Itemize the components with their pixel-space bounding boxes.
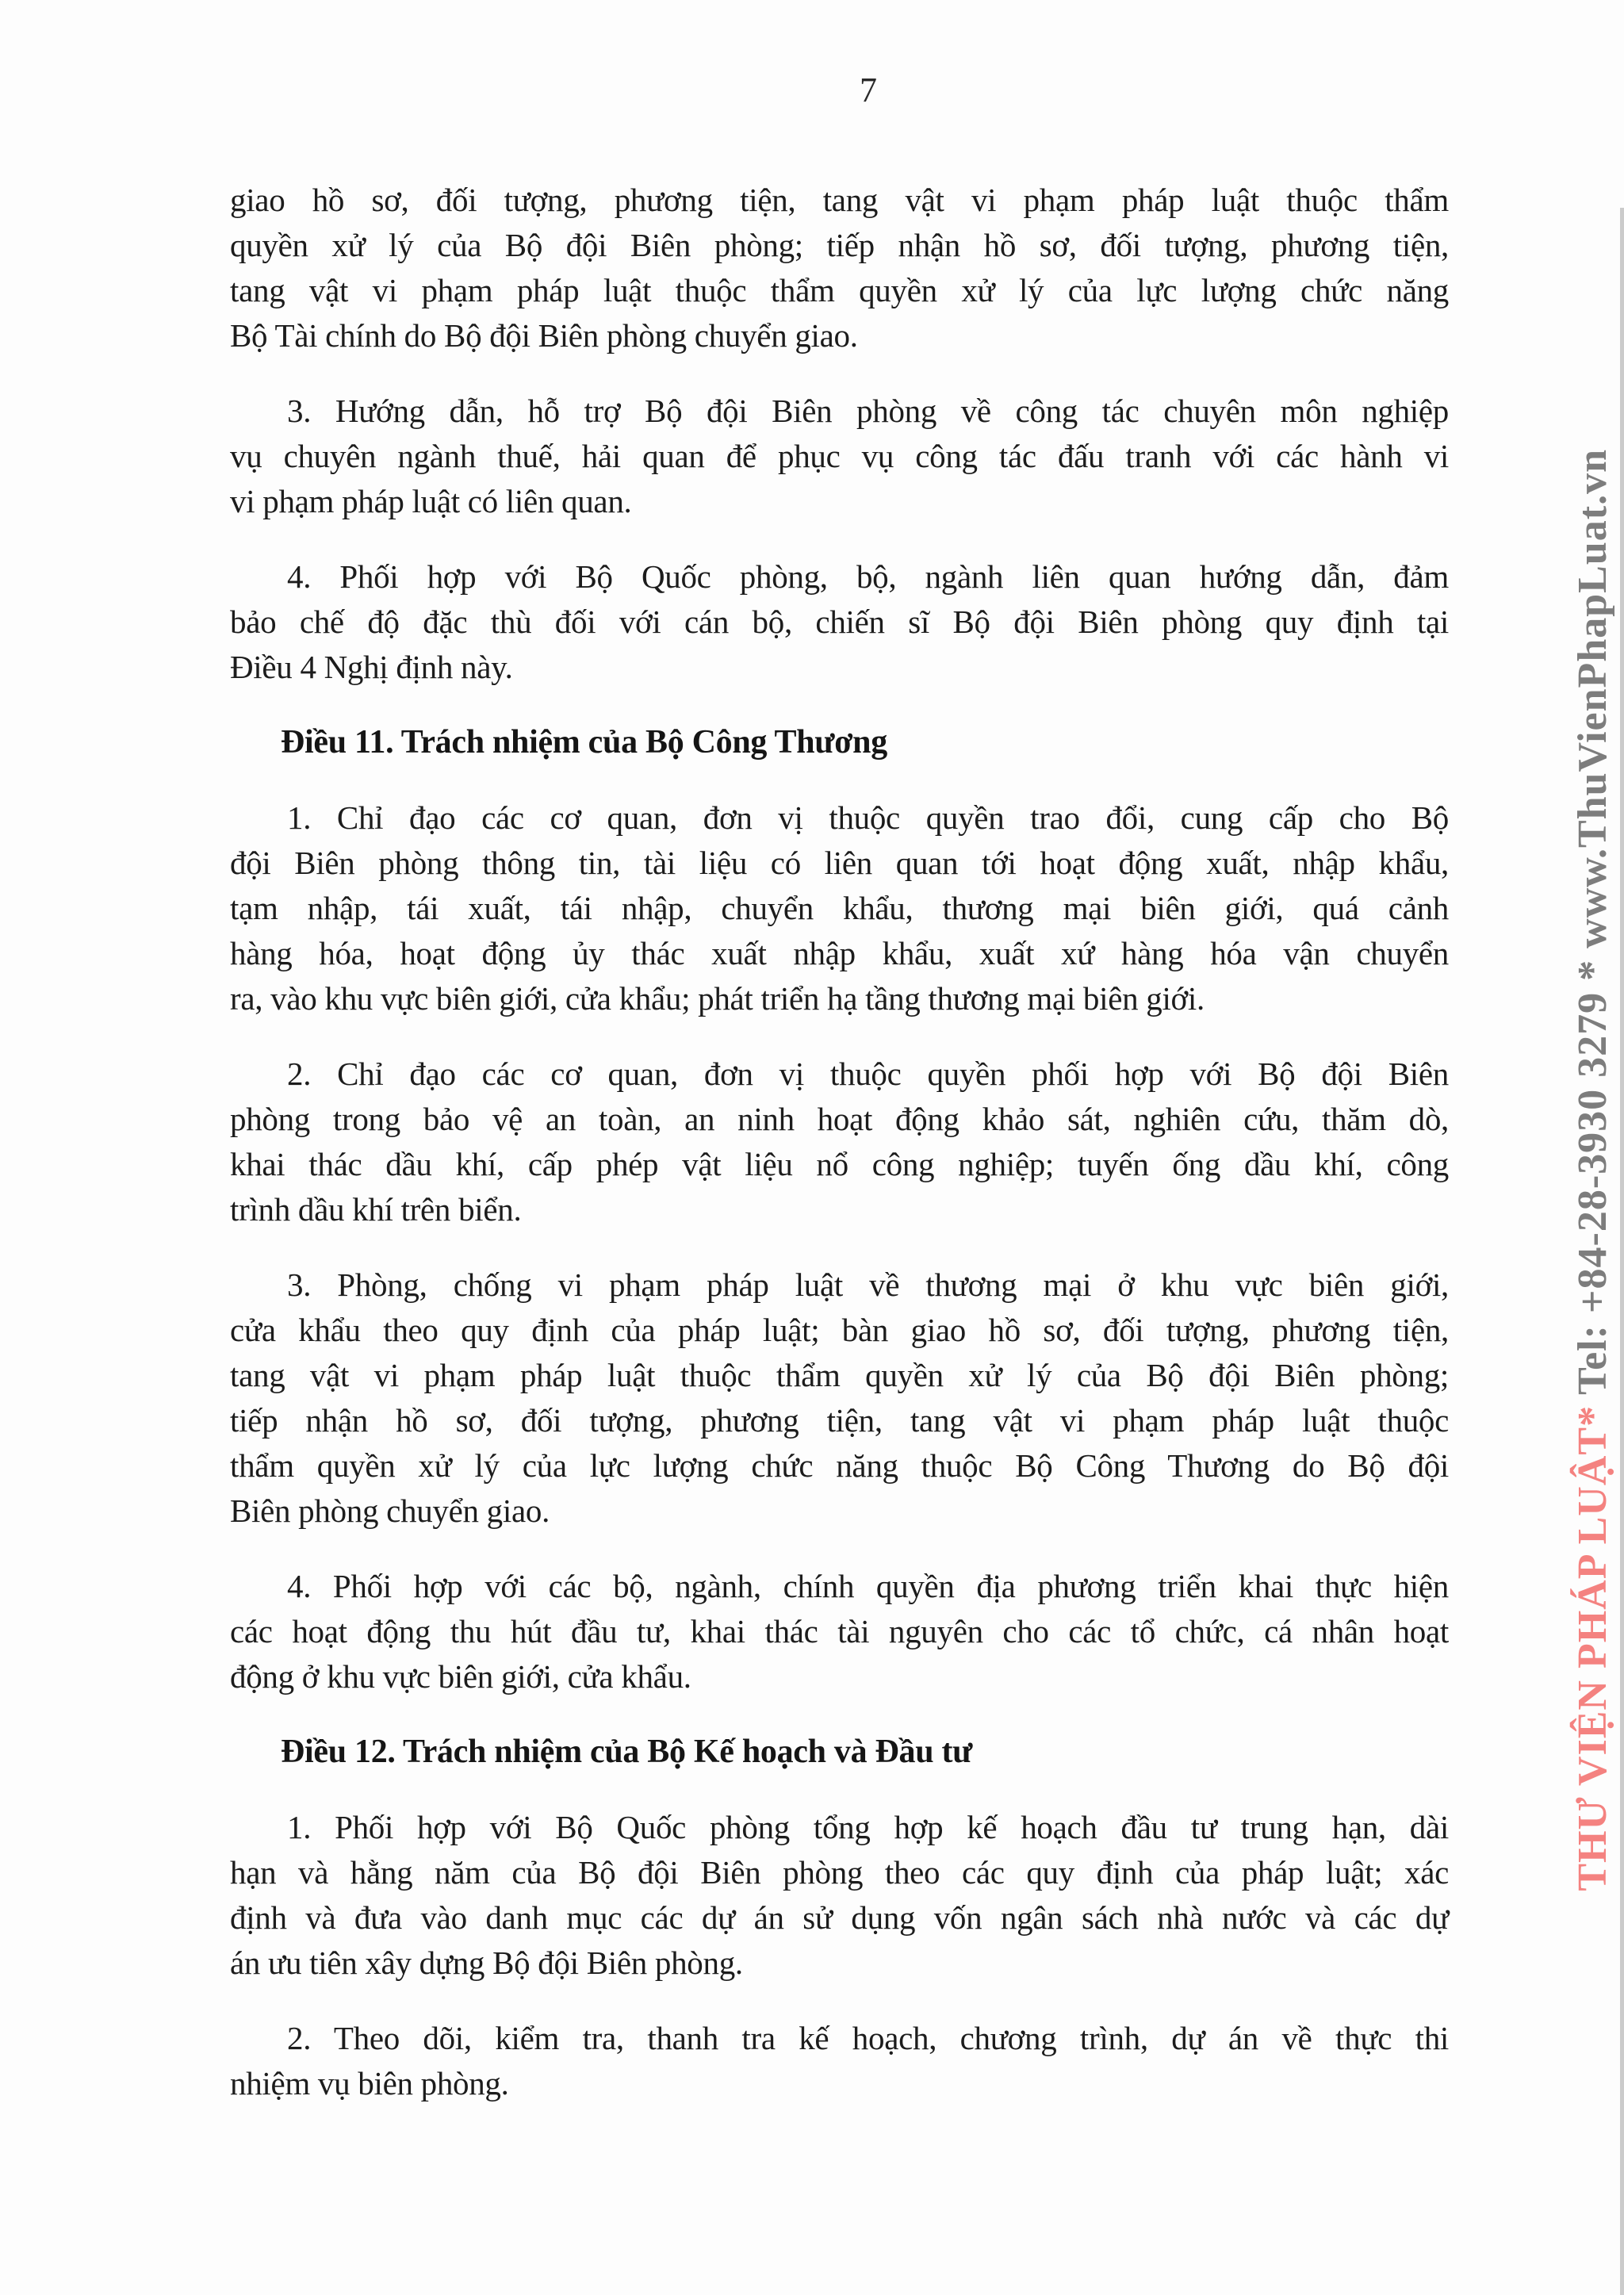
text-line: giao hồ sơ, đối tượng, phương tiện, tang vật vi phạm pháp luật thuộc thẩm <box>230 182 1449 218</box>
text-line: quyền xử lý của Bộ đội Biên phòng; tiếp nhận hồ sơ, đối tượng, phương tiện, <box>230 227 1449 263</box>
text-line: tiếp nhận hồ sơ, đối tượng, phương tiện, tang vật vi phạm pháp luật thuộc <box>230 1402 1449 1439</box>
paragraph <box>230 1805 1449 1986</box>
text-line: phòng trong bảo vệ an toàn, an ninh hoạt động khảo sát, nghiên cứu, thăm dò, <box>230 1101 1449 1137</box>
paragraph <box>230 2016 1449 2106</box>
text-line: định và đưa vào danh mục các dự án sử dụng vốn ngân sách nhà nước và các dự <box>230 1899 1449 1936</box>
text-line: tạm nhập, tái xuất, tái nhập, chuyển khẩu, thương mại biên giới, quá cảnh <box>230 890 1449 926</box>
text-line: các hoạt động thu hút đầu tư, khai thác tài nguyên cho các tổ chức, cá nhân hoạt <box>230 1613 1449 1649</box>
text-line: Bộ Tài chính do Bộ đội Biên phòng chuyển giao. <box>230 317 858 354</box>
text-line: 4. Phối hợp với các bộ, ngành, chính quyền địa phương triển khai thực hiện <box>287 1568 1449 1604</box>
paragraph <box>230 178 1449 358</box>
section-heading: Điều 11. Trách nhiệm của Bộ Công Thương <box>281 724 887 761</box>
text-line: động ở khu vực biên giới, cửa khẩu. <box>230 1658 691 1695</box>
text-line: thẩm quyền xử lý của lực lượng chức năng thuộc Bộ Công Thương do Bộ đội <box>230 1447 1449 1484</box>
text-line: 2. Chỉ đạo các cơ quan, đơn vị thuộc quyền phối hợp với Bộ đội Biên <box>287 1056 1449 1092</box>
scan-edge-line <box>1620 208 1624 2295</box>
text-line: khai thác dầu khí, cấp phép vật liệu nổ công nghiệp; tuyến ống dầu khí, công <box>230 1146 1449 1182</box>
paragraph <box>230 554 1449 690</box>
paragraph <box>230 389 1449 524</box>
text-line: 2. Theo dõi, kiểm tra, thanh tra kế hoạch, chương trình, dự án về thực thi <box>287 2020 1449 2056</box>
paragraph <box>230 795 1449 1021</box>
text-line: hạn và hằng năm của Bộ đội Biên phòng theo các quy định của pháp luật; xác <box>230 1854 1449 1891</box>
text-line: vi phạm pháp luật có liên quan. <box>230 483 632 519</box>
watermark-brand: THƯ VIỆN PHÁP LUẬT* <box>1570 1405 1615 1891</box>
text-line: tang vật vi phạm pháp luật thuộc thẩm quyền xử lý của Bộ đội Biên phòng; <box>230 1357 1449 1393</box>
text-line: cửa khẩu theo quy định của pháp luật; bàn giao hồ sơ, đối tượng, phương tiện, <box>230 1312 1449 1348</box>
paragraph <box>230 1262 1449 1534</box>
text-line: bảo chế độ đặc thù đối với cán bộ, chiến sĩ Bộ đội Biên phòng quy định tại <box>230 603 1449 640</box>
text-line: 1. Chỉ đạo các cơ quan, đơn vị thuộc quyền trao đổi, cung cấp cho Bộ <box>287 799 1449 836</box>
text-line: tang vật vi phạm pháp luật thuộc thẩm quyền xử lý của lực lượng chức năng <box>230 272 1449 308</box>
text-line: 3. Hướng dẫn, hỗ trợ Bộ đội Biên phòng về công tác chuyên môn nghiệp <box>287 393 1449 429</box>
watermark-contact: Tel: +84-28-3930 3279 * www.ThuVienPhapLuat.vn <box>1570 449 1615 1406</box>
text-line: đội Biên phòng thông tin, tài liệu có liên quan tới hoạt động xuất, nhập khẩu, <box>230 845 1449 881</box>
text-line: trình dầu khí trên biển. <box>230 1191 522 1228</box>
text-line: ra, vào khu vực biên giới, cửa khẩu; phát triển hạ tầng thương mại biên giới. <box>230 980 1205 1017</box>
text-line: hàng hóa, hoạt động ủy thác xuất nhập khẩu, xuất xứ hàng hóa vận chuyển <box>230 935 1449 971</box>
text-line: Điều 4 Nghị định này. <box>230 649 513 685</box>
text-line: Biên phòng chuyển giao. <box>230 1492 550 1529</box>
section-heading: Điều 12. Trách nhiệm của Bộ Kế hoạch và Đầu tư <box>281 1734 973 1770</box>
paragraph <box>230 1052 1449 1232</box>
document-body <box>230 178 1449 2106</box>
page-number: 7 <box>860 71 877 109</box>
text-line: nhiệm vụ biên phòng. <box>230 2065 509 2102</box>
text-line: án ưu tiên xây dựng Bộ đội Biên phòng. <box>230 1944 743 1981</box>
text-line: 4. Phối hợp với Bộ Quốc phòng, bộ, ngành liên quan hướng dẫn, đảm <box>287 558 1449 595</box>
paragraph <box>230 1564 1449 1699</box>
text-line: 1. Phối hợp với Bộ Quốc phòng tổng hợp kế hoạch đầu tư trung hạn, dài <box>287 1809 1449 1845</box>
text-line: vụ chuyên ngành thuế, hải quan để phục vụ công tác đấu tranh với các hành vi <box>230 438 1449 474</box>
watermark-vertical <box>1569 449 1616 1891</box>
text-line: 3. Phòng, chống vi phạm pháp luật về thương mại ở khu vực biên giới, <box>287 1266 1449 1303</box>
